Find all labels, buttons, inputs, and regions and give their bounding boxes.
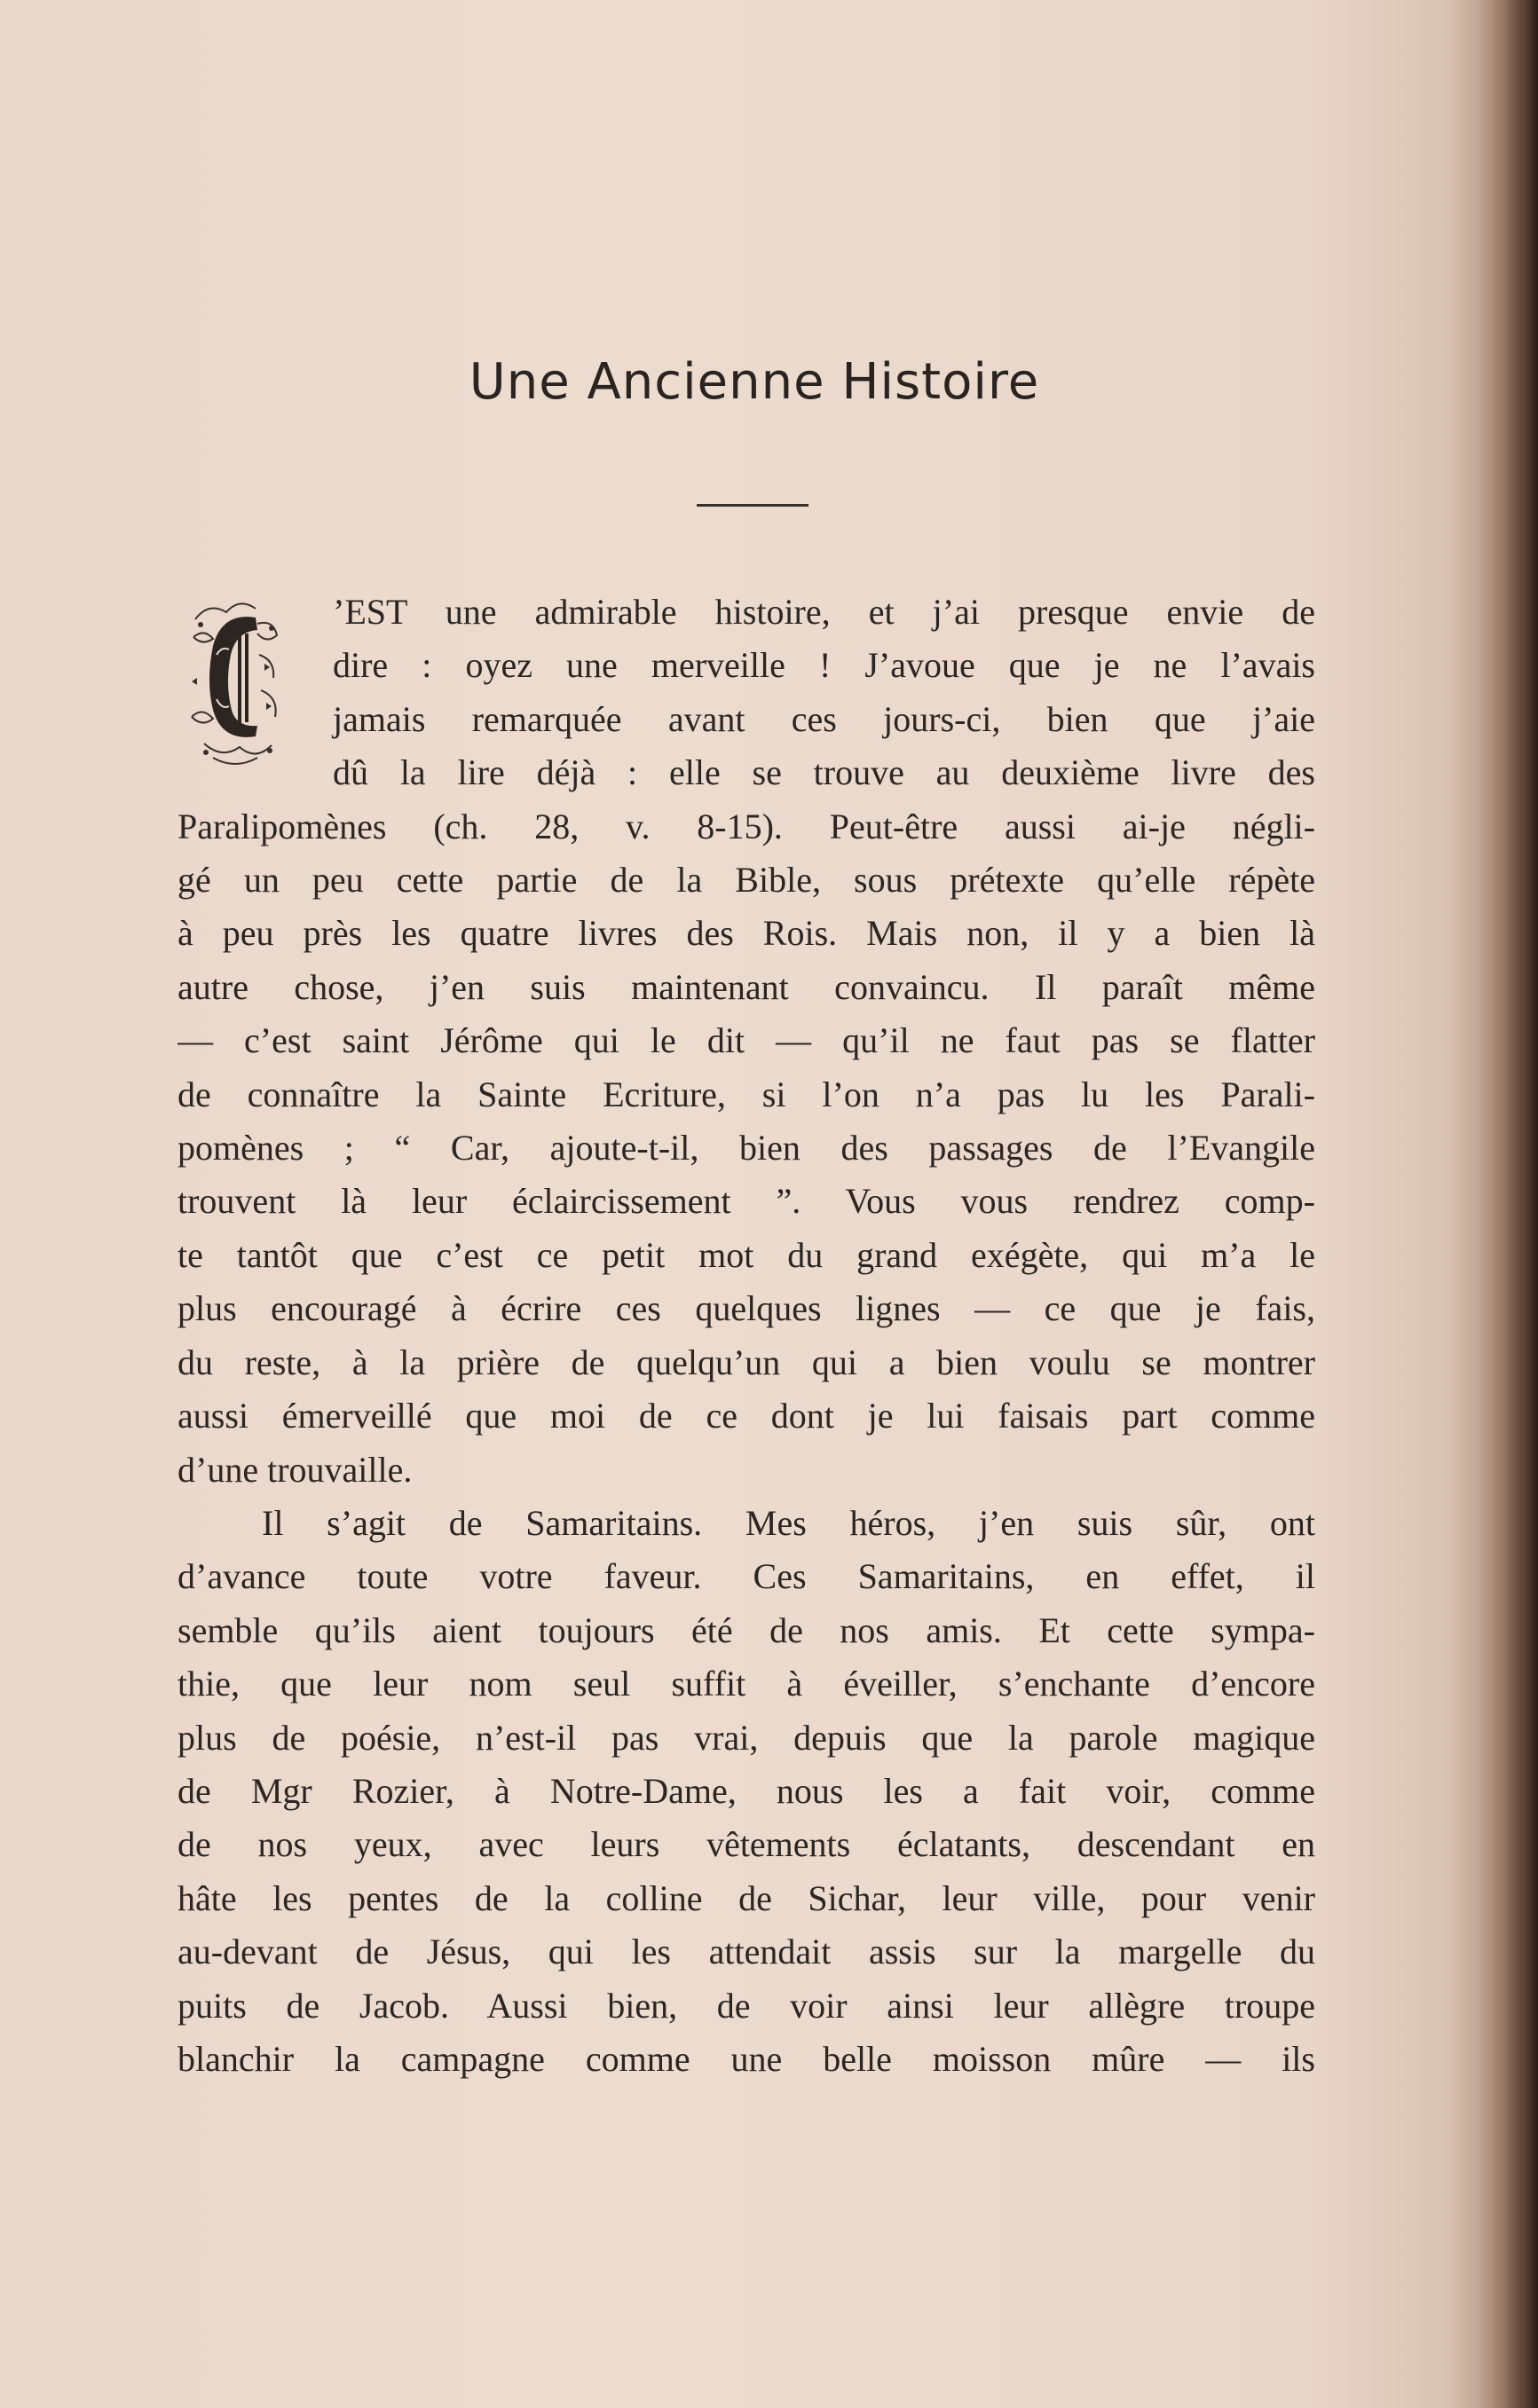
text-line: d’avance toute votre faveur. Ces Samaritains, en effet, il [177,1556,1315,1597]
text-line: autre chose, j’en suis maintenant convaincu. Il paraît même [177,966,1315,1007]
paragraph-1 [177,586,1315,1497]
text-line: ’EST une admirable histoire, et j’ai presque envie de [333,592,1315,632]
text-line: te tantôt que c’est ce petit mot du grand exégète, qui m’a le [177,1234,1315,1275]
text-line: — c’est saint Jérôme qui le dit — qu’il ne faut pas se flatter [177,1020,1315,1061]
text-line: puits de Jacob. Aussi bien, de voir ainsi leur allègre troupe [177,1985,1315,2026]
chapter-title: Une Ancienne Histoire [469,353,1040,411]
text-line: au-devant de Jésus, qui les attendait assis sur la margelle du [177,1932,1315,1972]
text-line: thie, que leur nom seul suffit à éveiller, s’enchante d’encore [177,1664,1315,1704]
title-divider [697,504,808,507]
text-line: du reste, à la prière de quelqu’un qui a bien voulu se montrer [177,1342,1315,1382]
text-line: trouvent là leur éclaircissement ”. Vous vous rendrez comp- [177,1181,1315,1222]
paragraph-2 [177,1497,1315,2086]
text-line: de nos yeux, avec leurs vêtements éclatants, descendant en [177,1824,1315,1865]
text-line: blanchir la campagne comme une belle moisson mûre — ils [177,2038,1315,2079]
text-line: plus de poésie, n’est-il pas vrai, depuis que la parole magique [177,1717,1315,1758]
text-line: d’une trouvaille. [177,1449,413,1490]
text-line: à peu près les quatre livres des Rois. Mais non, il y a bien là [177,913,1315,954]
text-line: pomènes ; “ Car, ajoute-t-il, bien des passages de l’Evangile [177,1128,1315,1169]
text-line: gé un peu cette partie de la Bible, sous prétexte qu’elle répète [177,860,1315,901]
text-line: plus encouragé à écrire ces quelques lignes — ce que je fais, [177,1288,1315,1329]
text-line: de connaître la Sainte Ecriture, si l’on n’a pas lu les Parali- [177,1074,1315,1114]
text-line: de Mgr Rozier, à Notre-Dame, nous les a fait voir, comme [177,1770,1315,1811]
text-line: dire : oyez une merveille ! J’avoue que je ne l’avais [333,645,1315,686]
text-line: jamais remarquée avant ces jours-ci, bien que j’aie [333,698,1315,739]
text-line: Il s’agit de Samaritains. Mes héros, j’en suis sûr, ont [262,1502,1315,1543]
text-line: dû la lire déjà : elle se trouve au deuxième livre des [333,752,1315,793]
text-line: semble qu’ils aient toujours été de nos amis. Et cette sympa- [177,1609,1315,1650]
text-line: aussi émerveillé que moi de ce dont je lui faisais part comme [177,1396,1315,1436]
text-line: Paralipomènes (ch. 28, v. 8-15). Peut-être aussi ai-je négli- [177,806,1315,846]
text-line: hâte les pentes de la colline de Sichar, leur ville, pour venir [177,1877,1315,1918]
body-text [177,586,1315,2086]
